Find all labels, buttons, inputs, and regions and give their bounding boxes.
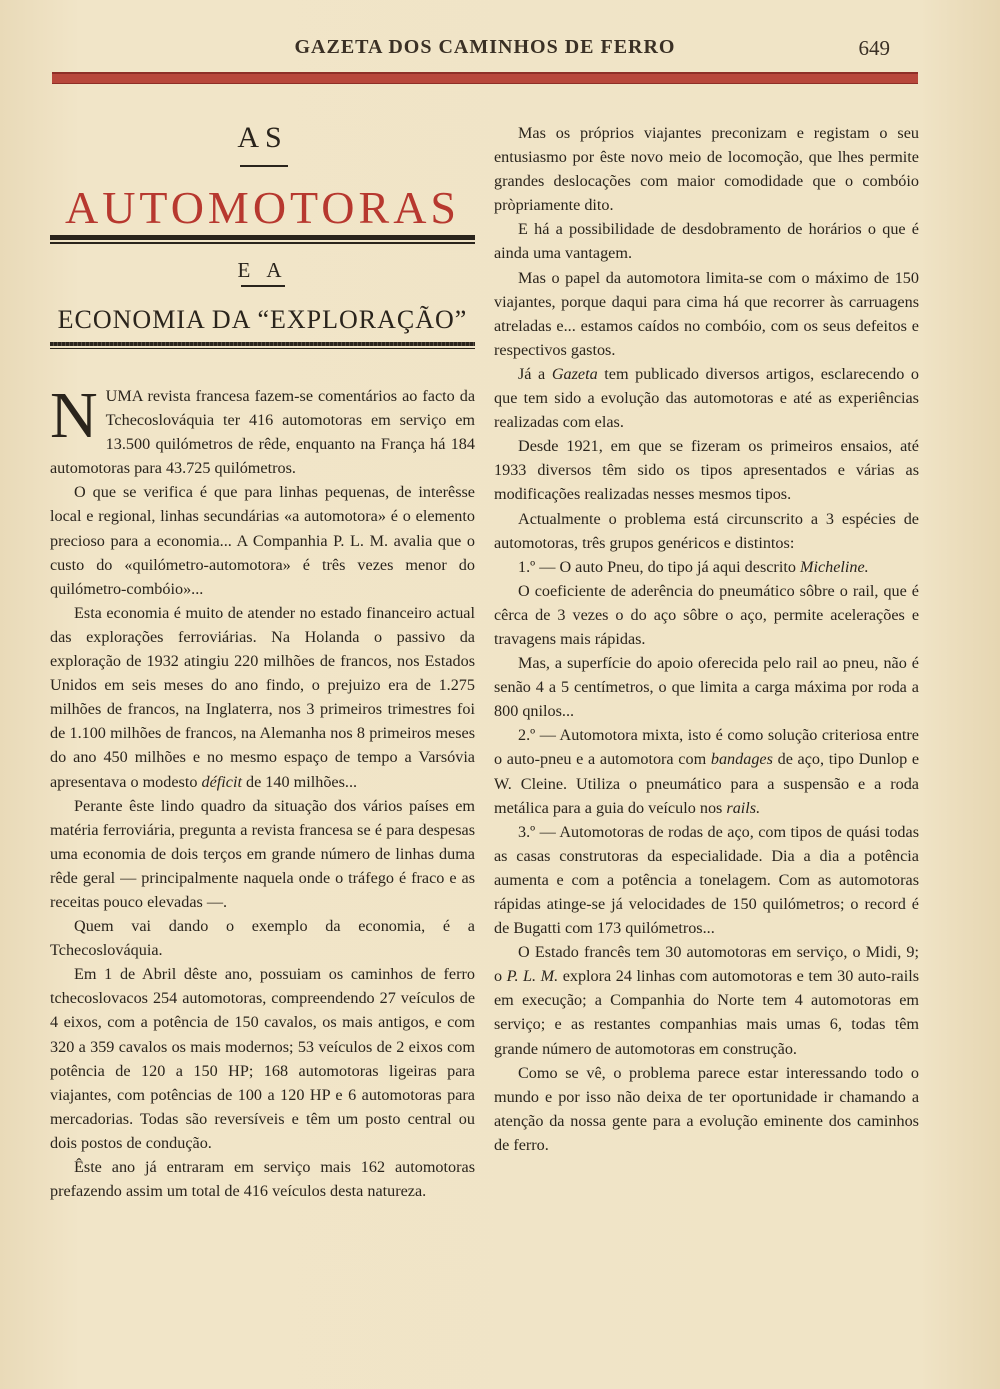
drop-cap: N — [50, 379, 98, 452]
headline-automotoras: AUTOMOTORAS — [64, 182, 461, 233]
paragraph: Em 1 de Abril dêste ano, possuiam os caminhos de ferro tchecoslovacos 254 automotoras, compreendendo 27 veículos de 4 eixos, com a potência de 150 cavalos, os mais antigos, e com 320 a 359 cavalos os mais modernos; 53 veículos de 2 eixos com potência de 120 a 150 HP; 168 automotoras ligeiras para viajantes, com potências de 100 a 120 HP e 6 automotoras para mercadorias. Todas são reversíveis e têm um posto central ou dois postos de condução. — [50, 965, 475, 1152]
subtitle-rule — [50, 342, 475, 346]
headline-underline — [240, 165, 288, 167]
headline-underline-ea — [241, 285, 285, 287]
header-rule — [52, 72, 918, 84]
running-header — [50, 36, 920, 66]
paragraph: Como se vê, o problema parece estar interessando todo o mundo e por isso não deixa de ter oportunidade ir chamando a atenção da nossa gente para a evolução eminente dos caminhos de ferro. — [494, 1063, 919, 1154]
headline-line-ea: E A — [237, 258, 288, 282]
paragraph: NUMA revista francesa fazem-se comentários ao facto da Tchecoslováquia ter 416 automotoras em serviço em 13.500 quilómetros de rêde, enquanto na França há 184 automotoras para 43.725 quilómetros. — [50, 379, 475, 478]
headline-line-as: AS — [237, 121, 288, 154]
subtitle-rule-thin — [50, 348, 475, 349]
left-column — [50, 120, 475, 1203]
paragraph: Já a Gazeta tem publicado diversos artigos, esclarecendo o que tem sido a evolução das automotoras e até as experiências realizadas com elas. — [494, 364, 919, 432]
paragraph: Quem vai dando o exemplo da economia, é a Tchecoslováquia. — [50, 917, 475, 960]
paragraph: O que se verifica é que para linhas pequenas, de interêsse local e regional, linhas secundárias «a automotora» é o elemento precioso para a economia... A Companhia P. L. M. avalia que o custo do «quilómetro-automotora» é três vezes menor do quilómetro-combóio»... — [50, 483, 475, 598]
paragraph: Desde 1921, em que se fizeram os primeiros ensaios, até 1933 diversos têm sido os tipos apresentados e várias as modificações realizadas nesses mesmos tipos. — [494, 437, 919, 504]
paragraph: O coeficiente de aderência do pneumático sôbre o rail, que é cêrca de 3 vezes o do aço sôbre o aço, permite acelerações e travagens mais rápidas. — [494, 581, 919, 648]
paragraph: Actualmente o problema está circunscrito a 3 espécies de automotoras, três grupos genéricos e distintos: — [494, 509, 919, 552]
headline-subtitle: ECONOMIA DA “EXPLORAÇÃO” — [57, 305, 468, 334]
article-headline — [50, 120, 475, 360]
paragraph: 2.º — Automotora mixta, isto é como solução criteriosa entre o auto-pneu e a automotora com bandages de aço, tipo Dunlop e W. Cleine. Utiliza o pneumático para a suspensão e a roda metálica para a guia do veículo nos rails. — [494, 726, 920, 817]
page-number: 649 — [858, 36, 890, 60]
paragraph: 3.º — Automotoras de rodas de aço, com tipos de quási todas as casas construtoras da especialidade. Dia a dia a potência aumenta e com a potência a tonelagem. Com as automotoras rápidas atinge-se já velocidades de 150 quilómetros; o record é de Bugatti com 173 quilómetros... — [494, 822, 919, 938]
paragraph: O Estado francês tem 30 automotoras em serviço, o Midi, 9; o P. L. M. explora 24 linhas com automotoras e tem 30 auto-rails em execução; a Companhia do Norte tem 4 automotoras em serviço; e as restantes companhias mais umas 6, todas têm grande número de automotoras em construção. — [494, 943, 920, 1058]
paragraph: Mas o papel da automotora limita-se com o máximo de 150 viajantes, porque daqui para cima há que recorrer às carruagens atreladas e... estamos caídos no combóio, com os seus defeitos e respectivos gastos. — [494, 268, 919, 359]
paragraph: Mas, a superfície do apoio oferecida pelo rail ao pneu, não é senão 4 a 5 centímetros, o que limita a carga máxima por roda a 800 qnilos... — [494, 654, 919, 721]
paragraph: 1.º — O auto Pneu, do tipo já aqui descrito Micheline. — [518, 557, 869, 576]
headline-rule-thin — [50, 242, 475, 244]
article-body-left — [50, 379, 475, 1203]
paragraph: Perante êste lindo quadro da situação dos vários países em matéria ferroviária, pregunta a revista francesa se é para despesas uma economia de dois terços em grande número de linhas duma rêde geral — principalmente naquela onde o tráfego é fraco e as receitas pouco elevadas —. — [50, 796, 475, 911]
right-column — [494, 121, 919, 1157]
headline-rule-thick — [50, 235, 475, 240]
paragraph: Esta economia é muito de atender no estado financeiro actual das explorações ferroviárias. Na Holanda o passivo da exploração de 1932 atingiu 220 milhões de francos, nos Estados Unidos em seis meses do ano findo, o prejuizo era de 1.275 milhões de francos, na Inglaterra, nos 3 primeiros trimestres foi de 1.100 milhões de francos, na Alemanha nos 8 primeiros meses do ano 450 milhões e no mesmo espaço de tempo a Varsóvia apresentava o modesto déficit de 140 milhões... — [50, 603, 475, 791]
paragraph: Êste ano já entraram em serviço mais 162 automotoras prefazendo assim um total de 416 veículos desta natureza. — [50, 1158, 475, 1201]
journal-title: GAZETA DOS CAMINHOS DE FERRO — [294, 36, 676, 58]
paragraph: Mas os próprios viajantes preconizam e registam o seu entusiasmo por êste novo meio de locomoção, que lhes permite grandes deslocações com maior comodidade que o combóio pròpriamente dito. — [494, 124, 919, 215]
paragraph: E há a possibilidade de desdobramento de horários o que é ainda uma vantagem. — [494, 220, 919, 263]
